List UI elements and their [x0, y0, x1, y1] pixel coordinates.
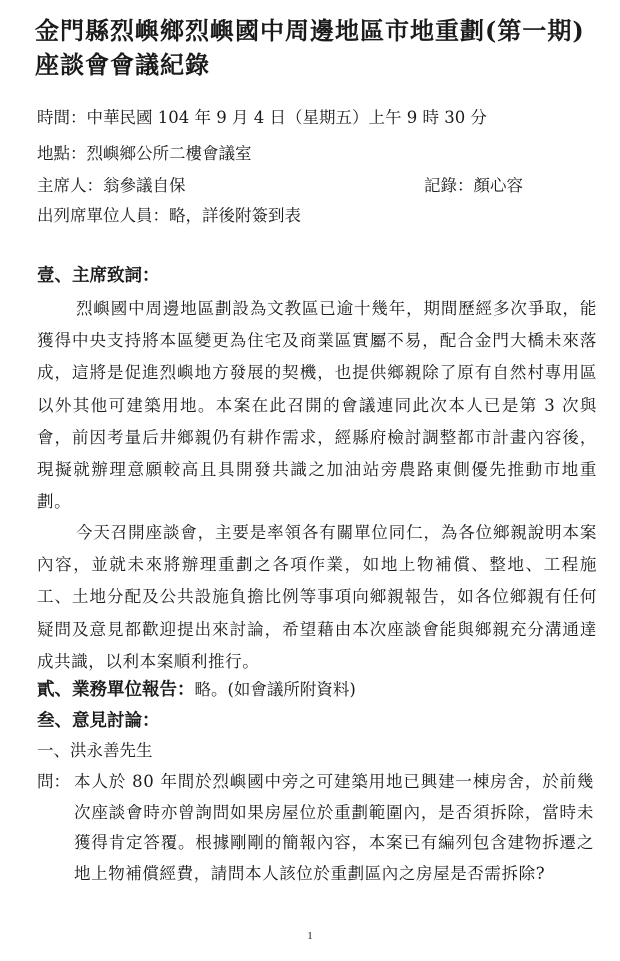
document-title-line1: 金門縣烈嶼鄉烈嶼國中周邊地區市地重劃(第一期) — [35, 16, 585, 45]
discussion-item-1: 一、洪永善先生 — [37, 741, 153, 760]
question-text: 本人於 80 年間於烈嶼國中旁之可建築用地已興建一棟房舍，於前幾次座談會時亦曾詢問如果房屋位於重劃範圍內，是否須拆除，當時未獲得肯定答覆。根據剛剛的簡報內容，本案已有編列包含建物拆遷之地上物補償經費，請問本人該位於重劃區內之房屋是否需拆除? — [74, 772, 594, 883]
section2-text: 略。(如會議所附資料) — [194, 680, 356, 699]
section1-paragraph-1: 烈嶼國中周邊地區劃設為文教區已逾十幾年，期間歷經多次爭取，能獲得中央支持將本區變更為住宅及商業區實屬不易，配合金門大橋未來落成，這將是促進烈嶼地方發展的契機，也提供鄉親除了原有自然村專用區以外其他可建築用地。本案在此召開的會議連同此次本人已是第 3 次與會，前因考量后井鄉親仍有耕作需求，經縣府檢討調整都市計畫內容後，現擬就辦理意願較高且具開發共識之加油站旁農路東側優先推動市地重劃。 — [37, 299, 597, 512]
section3-heading: 叁、意見討論： — [37, 711, 160, 731]
meeting-attendees: 出列席單位人員：略，詳後附簽到表 — [37, 206, 301, 225]
meeting-chair: 主席人：翁參議自保 — [37, 176, 186, 195]
meeting-location: 地點：烈嶼鄉公所二樓會議室 — [37, 144, 252, 163]
section1-heading: 壹、主席致詞： — [37, 266, 160, 286]
section2-heading: 貳、業務單位報告： — [37, 680, 195, 700]
meeting-recorder: 記錄：顏心容 — [424, 176, 523, 195]
section1-paragraph-2: 今天召開座談會，主要是率領各有關單位同仁，為各位鄉親說明本案內容，並就未來將辦理重劃之各項作業，如地上物補償、整地、工程施工、土地分配及公共設施負擔比例等事項向鄉親報告，如各位鄉親有任何疑問及意見都歡迎提出來討論，希望藉由本次座談會能與鄉親充分溝通達成共識，以利本案順利推行。 — [37, 523, 597, 671]
page-number: 1 — [307, 930, 313, 942]
meeting-time: 時間：中華民國 104 年 9 月 4 日（星期五）上午 9 時 30 分 — [37, 108, 487, 127]
question-label: 問： — [37, 772, 70, 791]
section2-line — [37, 675, 356, 705]
document-title-line2: 座談會會議紀錄 — [35, 50, 210, 79]
